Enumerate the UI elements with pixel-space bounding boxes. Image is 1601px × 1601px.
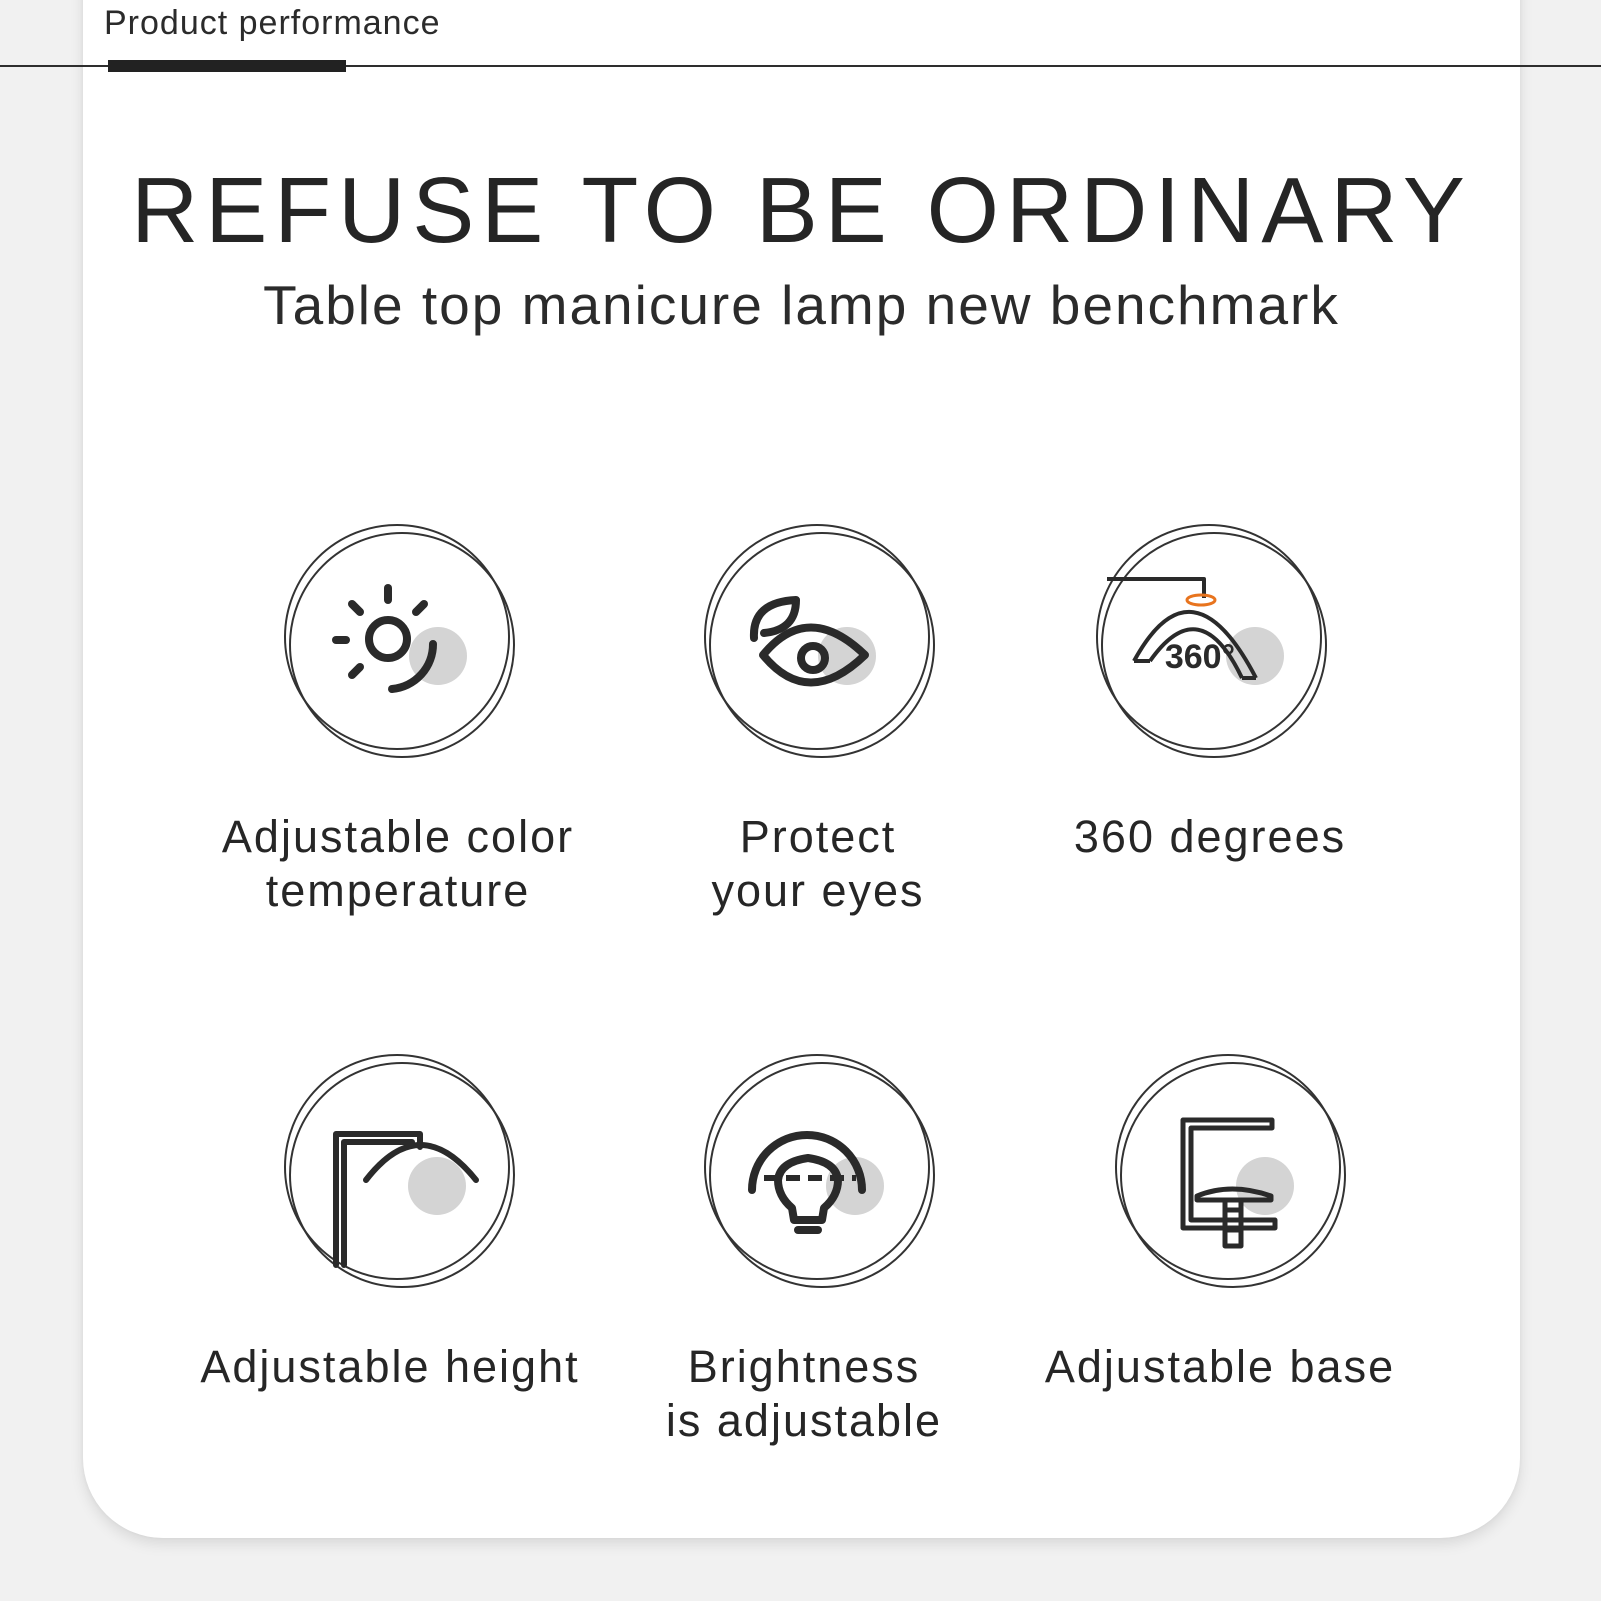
tab-product-performance[interactable]: Product performance xyxy=(104,4,441,42)
feature-label: 360 degrees xyxy=(1073,811,1347,862)
page-subtitle: Table top manicure lamp new benchmark xyxy=(263,274,1340,336)
eye-leaf-icon xyxy=(700,520,940,770)
tab-active-indicator xyxy=(108,60,346,72)
feature-adjustable-color-temperature xyxy=(188,520,608,940)
feature-label: Brightness is adjustable xyxy=(665,1341,943,1446)
feature-adjustable-height xyxy=(180,1050,600,1470)
feature-label: Adjustable height xyxy=(200,1341,580,1392)
lamp-height-icon xyxy=(280,1050,520,1300)
page-title: REFUSE TO BE ORDINARY xyxy=(131,158,1472,262)
feature-label: Adjustable base xyxy=(1044,1341,1396,1392)
feature-360-degrees xyxy=(1000,520,1420,940)
icon-360-text: 360° xyxy=(1164,638,1236,676)
feature-protect-your-eyes xyxy=(608,520,1028,940)
feature-label: Adjustable color temperature xyxy=(221,811,575,916)
feature-brightness-adjustable xyxy=(594,1050,1014,1470)
feature-label: Protect your eyes xyxy=(711,811,925,916)
clamp-base-icon xyxy=(1111,1050,1351,1300)
sun-icon xyxy=(280,520,520,770)
feature-adjustable-base xyxy=(1010,1050,1430,1470)
bulb-brightness-icon xyxy=(700,1050,940,1300)
rotate-360-icon xyxy=(1092,520,1332,770)
